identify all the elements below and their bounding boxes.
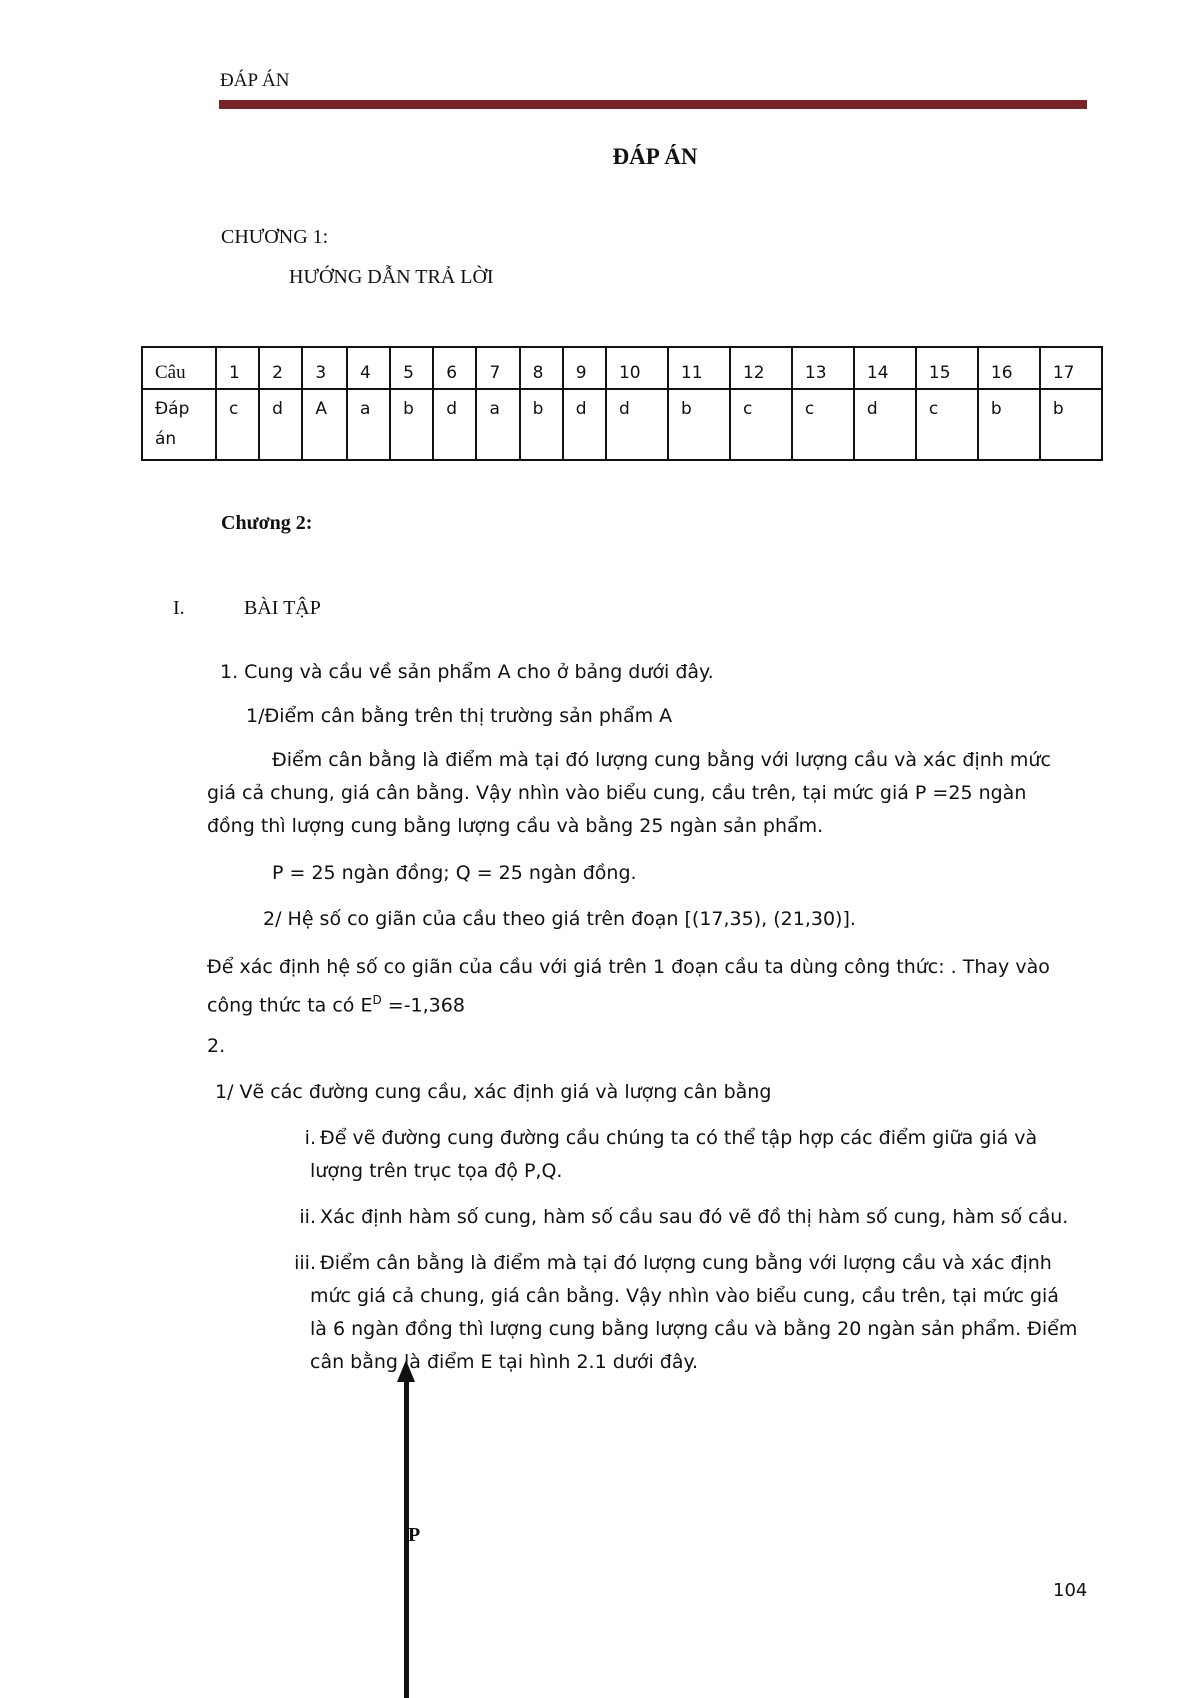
question-cell: 13	[792, 347, 854, 389]
question-row	[142, 347, 1102, 389]
question-row-label: Câu	[142, 347, 216, 389]
answer-cell: d	[563, 389, 606, 460]
question-cell: 12	[730, 347, 792, 389]
list-item-line: lượng trên trục tọa độ P,Q.	[310, 1160, 563, 1182]
question-cell: 4	[347, 347, 390, 389]
question-cell: 17	[1040, 347, 1102, 389]
paragraph-line: giá cả chung, giá cân bằng. Vậy nhìn vào biểu cung, cầu trên, tại mức giá P =25 ngàn	[207, 782, 1027, 804]
answer-cell: b	[668, 389, 730, 460]
answer-row-label-line1: Đáp	[155, 399, 190, 419]
question-cell: 3	[302, 347, 347, 389]
list-item-line: cân bằng là điểm E tại hình 2.1 dưới đây.	[310, 1351, 699, 1373]
answer-cell: b	[520, 389, 563, 460]
exercise-1: 1. Cung và cầu về sản phẩm A cho ở bảng dưới đây.	[220, 661, 714, 683]
answer-cell: d	[433, 389, 476, 460]
question-cell: 8	[520, 347, 563, 389]
question-cell: 1	[216, 347, 259, 389]
elasticity-result	[207, 984, 465, 1022]
elasticity-value: =-1,368	[381, 994, 465, 1017]
question-cell: 11	[668, 347, 730, 389]
price-axis-label: P	[408, 1524, 421, 1546]
question-cell: 2	[259, 347, 302, 389]
answer-cell: b	[978, 389, 1040, 460]
running-header: ĐÁP ÁN	[220, 70, 290, 91]
answer-cell: a	[347, 389, 390, 460]
paragraph-line: Để xác định hệ số co giãn của cầu với giá trên 1 đoạn cầu ta dùng công thức: . Thay vào	[207, 956, 1050, 978]
answer-cell: c	[916, 389, 978, 460]
answer-cell: d	[606, 389, 668, 460]
answer-row	[142, 389, 1102, 460]
list-marker: ii.	[299, 1206, 316, 1228]
answer-cell: b	[1040, 389, 1102, 460]
question-cell: 15	[916, 347, 978, 389]
question-cell: 6	[433, 347, 476, 389]
answer-row-label-line2: án	[155, 429, 177, 449]
exercise-2-part-1: 1/ Vẽ các đường cung cầu, xác định giá và lượng cân bằng	[215, 1081, 772, 1103]
chapter2-label: Chương 2:	[221, 512, 313, 534]
list-item-line: mức giá cả chung, giá cân bằng. Vậy nhìn vào biểu cung, cầu trên, tại mức giá	[310, 1285, 1059, 1307]
answer-cell: A	[302, 389, 347, 460]
question-cell: 5	[390, 347, 433, 389]
answer-row-label	[142, 389, 216, 460]
list-item-line: Xác định hàm số cung, hàm số cầu sau đó vẽ đồ thị hàm số cung, hàm số cầu.	[320, 1206, 1069, 1228]
section-number: I.	[173, 597, 185, 619]
answer-table	[141, 346, 1103, 461]
paragraph-line: đồng thì lượng cung bằng lượng cầu và bằng 25 ngàn sản phẩm.	[207, 815, 824, 837]
page-number: 104	[1053, 1580, 1088, 1601]
answer-cell: c	[730, 389, 792, 460]
list-item-line: là 6 ngàn đồng thì lượng cung bằng lượng cầu và bằng 20 ngàn sản phẩm. Điểm	[310, 1318, 1078, 1340]
question-cell: 16	[978, 347, 1040, 389]
elasticity-superscript: D	[372, 993, 382, 1007]
answer-cell: d	[259, 389, 302, 460]
answer-cell: b	[390, 389, 433, 460]
page-title: ĐÁP ÁN	[612, 144, 698, 169]
answer-cell: d	[854, 389, 916, 460]
question-cell: 7	[476, 347, 519, 389]
header-rule	[219, 100, 1087, 109]
elasticity-text: công thức ta có E	[207, 994, 373, 1017]
exercise-1-part-2: 2/ Hệ số co giãn của cầu theo giá trên đoạn [(17,35), (21,30)].	[263, 908, 856, 930]
paragraph-line: Điểm cân bằng là điểm mà tại đó lượng cung bằng với lượng cầu và xác định mức	[272, 749, 1051, 771]
list-marker: iii.	[294, 1252, 316, 1274]
answer-cell: c	[216, 389, 259, 460]
answer-cell: a	[476, 389, 519, 460]
section-title: BÀI TẬP	[244, 597, 321, 619]
chapter1-label: CHƯƠNG 1:	[221, 226, 329, 248]
list-marker: i.	[304, 1127, 316, 1149]
equilibrium-result: P = 25 ngàn đồng; Q = 25 ngàn đồng.	[272, 862, 637, 884]
exercise-1-part-1: 1/Điểm cân bằng trên thị trường sản phẩm A	[246, 705, 673, 727]
exercise-2: 2.	[207, 1035, 226, 1057]
list-item-line: Để vẽ đường cung đường cầu chúng ta có thể tập hợp các điểm giữa giá và	[320, 1127, 1038, 1149]
chapter1-subtitle: HƯỚNG DẪN TRẢ LỜI	[289, 266, 494, 288]
question-cell: 14	[854, 347, 916, 389]
question-cell: 9	[563, 347, 606, 389]
list-item-line: Điểm cân bằng là điểm mà tại đó lượng cung bằng với lượng cầu và xác định	[320, 1252, 1052, 1274]
answer-cell: c	[792, 389, 854, 460]
question-cell: 10	[606, 347, 668, 389]
